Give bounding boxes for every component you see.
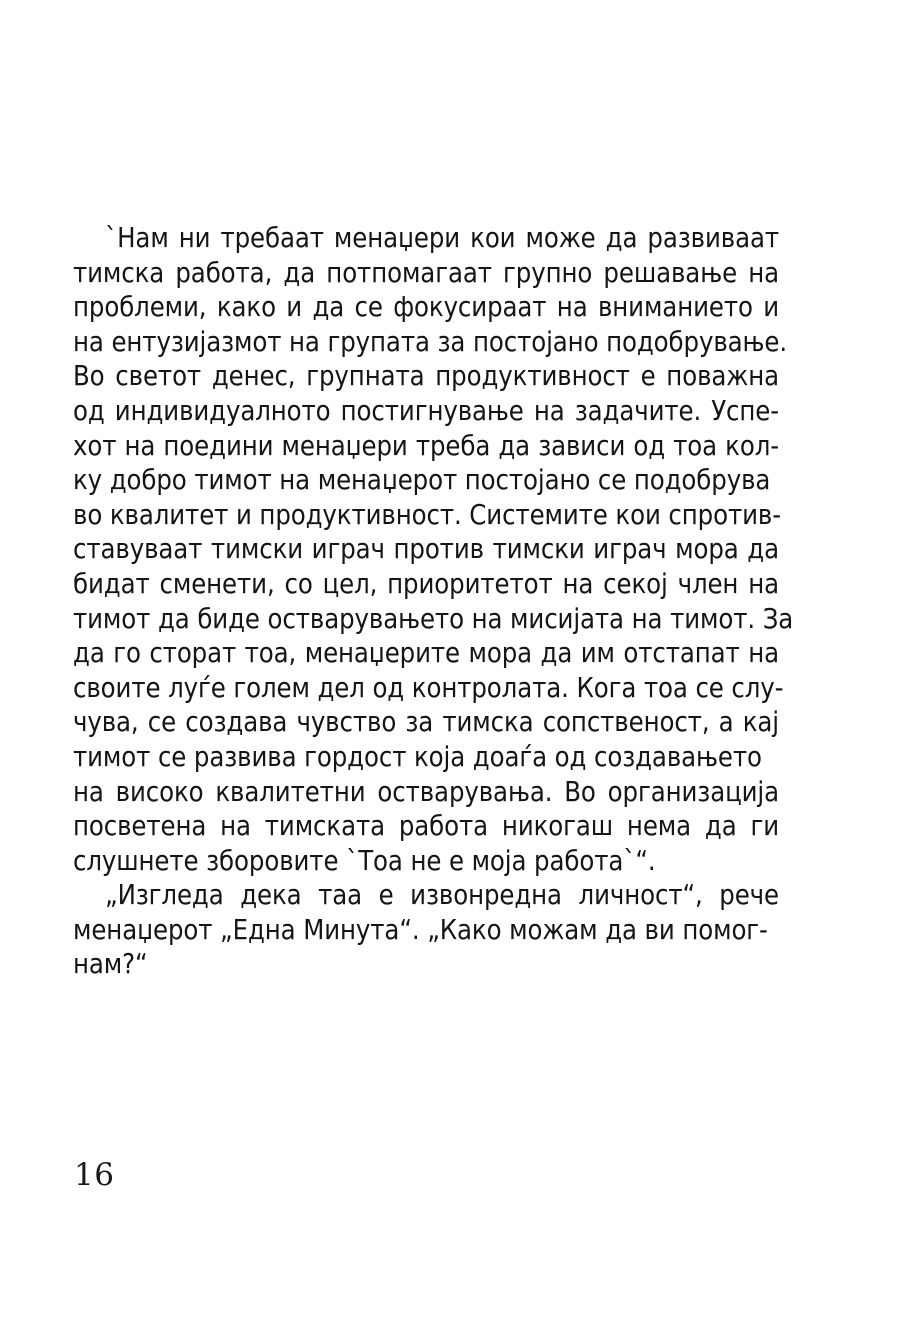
text-line: бидат сменети, со цел, приоритетот на секој член на bbox=[73, 568, 779, 600]
text-line: во квалитет и продуктивност. Системите кои спротив- bbox=[73, 499, 781, 531]
text-line: на ентузијазмот на групата за постојано подобрување. bbox=[73, 326, 788, 358]
text-line: тимот да биде остварувањето на мисијата на тимот. За bbox=[73, 603, 794, 635]
text-line: хот на поедини менаџери треба да зависи од тоа кол- bbox=[73, 430, 779, 462]
text-line: да го сторат тоа, менаџерите мора да им отстапат на bbox=[73, 638, 779, 670]
text-line bbox=[73, 879, 779, 914]
text-line: проблеми, како и да се фокусираат на вниманието и bbox=[73, 292, 779, 324]
text-line: тимска работа, да потпомагаат групно решавање на bbox=[73, 257, 779, 289]
text-line: своите луѓе голем дел од контролата. Кога тоа се слу- bbox=[73, 672, 784, 704]
text-line: Во светот денес, групната продуктивност е поважна bbox=[73, 361, 779, 393]
text-line-content: `Нам ни требаат менаџери кои може да развиваат bbox=[105, 223, 779, 254]
page-number: 16 bbox=[74, 1157, 115, 1193]
text-line: ставуваат тимски играч против тимски играч мора да bbox=[73, 534, 779, 566]
paragraph-dialogue-one-minute-manager bbox=[73, 879, 779, 983]
text-line: од индивидуалното постигнување на задачите. Успе- bbox=[73, 395, 779, 427]
text-line: менаџерот „Една Минута“. „Како можам да ви помог- bbox=[73, 914, 768, 946]
paragraph-quote-teamwork bbox=[73, 222, 794, 879]
text-line: тимот се развива гордост која доаѓа од создавањето bbox=[73, 741, 762, 773]
text-line: чува, се создава чувство за тимска сопственост, а кај bbox=[73, 707, 779, 739]
text-line: ку добро тимот на менаџерот постојано се подобрува bbox=[73, 465, 771, 497]
text-line: слушнете зборовите `Тоа не е моја работа`“. bbox=[73, 845, 656, 877]
text-line bbox=[73, 222, 779, 257]
text-line: нам?“ bbox=[73, 949, 148, 981]
text-line: посветена на тимската работа никогаш нема да ги bbox=[73, 811, 779, 843]
page-text-body bbox=[73, 222, 794, 983]
text-line: на високо квалитетни остварувања. Во организација bbox=[73, 776, 779, 808]
text-line-content: „Изгледа дека таа е извонредна личност“, рече bbox=[105, 880, 779, 912]
